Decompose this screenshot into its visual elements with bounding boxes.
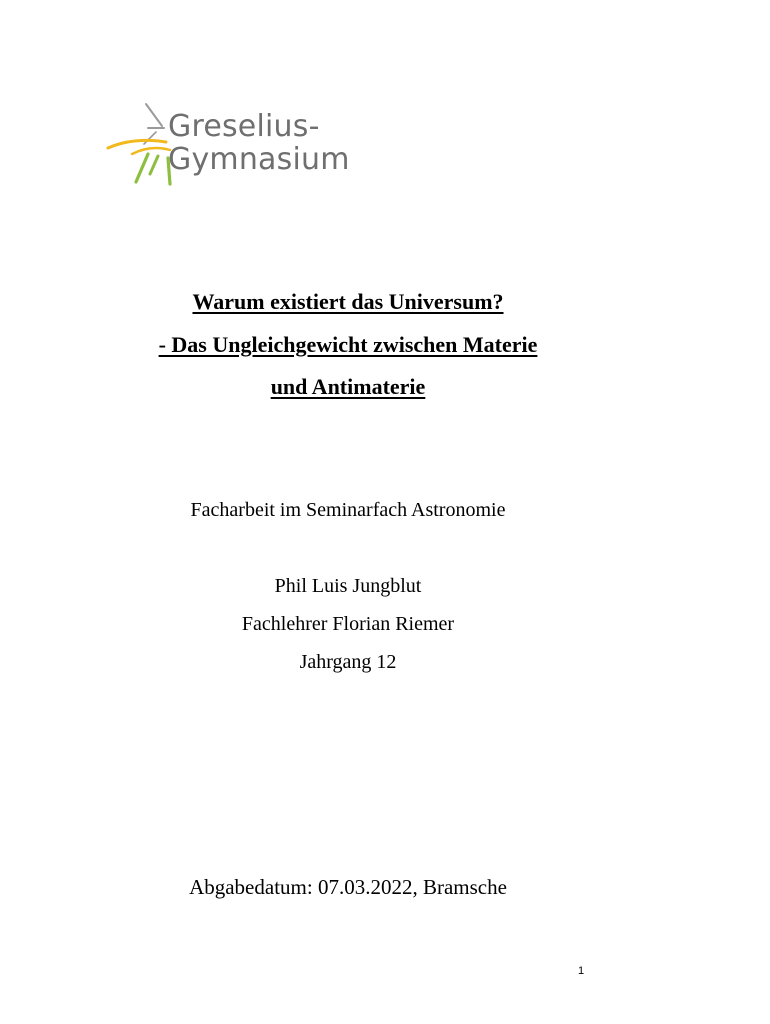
title-line-2: - Das Ungleichgewicht zwischen Materie [158, 332, 538, 357]
school-logo [104, 98, 364, 190]
title-line-1: Warum existiert das Universum? [192, 289, 504, 314]
title-line-3: und Antimaterie [270, 374, 426, 399]
submission-date: Abgabedatum: 07.03.2022, Bramsche [189, 875, 507, 899]
page-number: 1 [578, 965, 585, 977]
author-name: Phil Luis Jungblut [274, 575, 422, 597]
logo-text-line2: Gymnasium [168, 142, 350, 177]
grade-year: Jahrgang 12 [299, 651, 397, 673]
logo-text-line1: Greselius- [168, 109, 320, 144]
document-subtitle: Facharbeit im Seminarfach Astronomie [190, 499, 506, 521]
teacher-name: Fachlehrer Florian Riemer [241, 613, 455, 635]
